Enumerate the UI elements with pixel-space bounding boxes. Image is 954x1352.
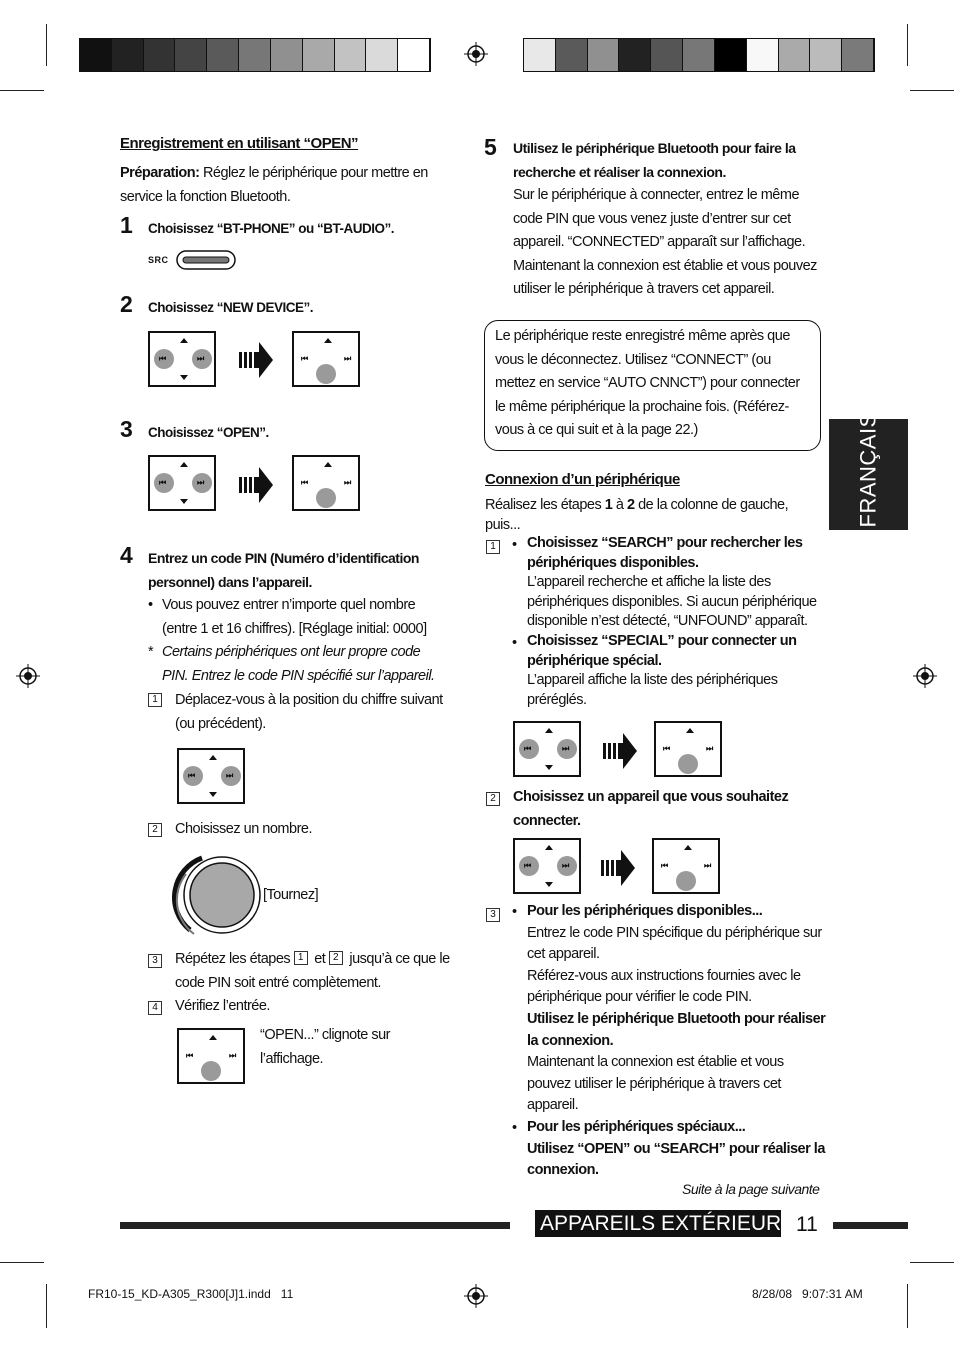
registration-mark-top	[464, 42, 488, 66]
color-swatch	[779, 39, 811, 71]
color-swatch	[112, 39, 144, 71]
control-panel-icon: ⏮ ⏭	[652, 838, 720, 894]
registration-mark-left	[16, 664, 40, 688]
note-asterisk: *	[148, 644, 154, 660]
substep-4-text: Vérifiez l’entrée.	[175, 998, 270, 1014]
right-substep-2-text: Choisissez un appareil que vous souhaitez connecter.	[513, 789, 789, 829]
control-panel-icon: ⏮ ⏭	[292, 455, 360, 511]
bullet-marker: •	[512, 904, 517, 920]
step-number-2: 2	[120, 291, 133, 317]
intro-text: Réalisez les étapes 1 à 2 de la colonne de gauche, puis...	[485, 497, 789, 533]
color-swatch	[619, 39, 651, 71]
next-arrow-icon	[239, 465, 273, 505]
substep-1-num: 1	[148, 690, 165, 714]
color-bar-right	[523, 38, 875, 72]
control-panel-icon: ⏮ ⏭	[148, 331, 216, 387]
substep-1-text: Déplacez-vous à la position du chiffre suivant (ou précédent).	[175, 692, 443, 732]
control-panel-icon: ⏮ ⏭	[177, 1028, 245, 1084]
crop-mark	[0, 90, 44, 91]
bullet-marker: •	[512, 1120, 517, 1136]
color-swatch	[683, 39, 715, 71]
src-label: SRC	[148, 255, 169, 265]
continued-note: Suite à la page suivante	[682, 1181, 820, 1197]
color-swatch	[556, 39, 588, 71]
color-swatch	[335, 39, 367, 71]
substep-4-num: 4	[148, 998, 165, 1022]
color-swatch	[842, 39, 874, 71]
step-3-text: Choisissez “OPEN”.	[148, 425, 269, 440]
step-5-text: Sur le périphérique à connecter, entrez le même code PIN que vous venez juste d’entrer sur cet appareil. “CONNECTED” apparaît sur l’affichage. Maintenant la connexion est établie et vous pouvez utiliser le périphérique à travers cet appareil.	[513, 187, 817, 297]
color-swatch	[366, 39, 398, 71]
src-button-icon	[176, 250, 238, 272]
right-substep-3-num: 3	[486, 905, 503, 929]
color-swatch	[398, 39, 430, 71]
footer-rule-right	[833, 1222, 908, 1229]
src-button[interactable]	[148, 250, 240, 272]
color-swatch	[271, 39, 303, 71]
registration-mark-right	[913, 664, 937, 688]
step-number-4: 4	[120, 542, 133, 568]
right-substep-3-bullet-2: Pour les périphériques spéciaux... Utilisez “OPEN” ou “SEARCH” pour réaliser la connexion.	[527, 1119, 825, 1179]
control-panel-icon: ⏮ ⏭	[292, 331, 360, 387]
crop-mark	[46, 24, 47, 66]
step-5-bold: Utilisez le périphérique Bluetooth pour faire la recherche et réaliser la connexion.	[513, 140, 796, 180]
page-number: 11	[796, 1213, 818, 1236]
open-blink-text: “OPEN...” clignote sur l’affichage.	[260, 1027, 391, 1067]
color-swatch	[175, 39, 207, 71]
control-panel-icon: ⏮ ⏭	[148, 455, 216, 511]
step-4-text: Entrez un code PIN (Numéro d’identification personnel) dans l’appareil.	[148, 550, 419, 590]
language-tab-label: FRANÇAIS	[855, 412, 881, 528]
substep-2-num: 2	[148, 820, 165, 844]
turn-label: [Tournez]	[263, 887, 319, 903]
color-swatch	[588, 39, 620, 71]
next-arrow-icon	[239, 340, 273, 380]
right-substep-2-num: 2	[486, 789, 503, 813]
color-swatch	[303, 39, 335, 71]
right-substep-1-bullet-2: Choisissez “SPECIAL” pour connecter un périphérique spécial. L’appareil affiche la liste des périphériques préréglés.	[527, 633, 797, 708]
substep-3-text: Répétez les étapes 1 et 2 jusqu’à ce que le code PIN soit entré complètement.	[175, 951, 450, 991]
color-swatch	[747, 39, 779, 71]
step-number-3: 3	[120, 416, 133, 442]
preparation	[120, 162, 450, 209]
note-text: Certains périphériques ont leur propre code PIN. Entrez le code PIN spécifié sur l’appareil.	[162, 644, 435, 684]
step-2-text: Choisissez “NEW DEVICE”.	[148, 300, 314, 315]
step-number-1: 1	[120, 212, 133, 238]
color-swatch	[144, 39, 176, 71]
control-panel-icon: ⏮ ⏭	[513, 721, 581, 777]
slug-timestamp: 8/28/08 9:07:31 AM	[752, 1287, 863, 1301]
right-substep-1-bullet-1: Choisissez “SEARCH” pour rechercher les périphériques disponibles. L’appareil recherche et affiche la liste des périphériques disponibles. Si aucun périphérique disponible n’est détecté, “UNFOUND” apparaît.	[527, 535, 817, 629]
color-swatch	[524, 39, 556, 71]
color-swatch	[810, 39, 842, 71]
color-bar-left	[79, 38, 431, 72]
section-title-left: Enregistrement en utilisant “OPEN”	[120, 135, 359, 152]
substep-3-num: 3	[148, 951, 165, 975]
crop-mark	[907, 24, 908, 66]
color-swatch	[207, 39, 239, 71]
slug-file: FR10-15_KD-A305_R300[J]1.indd 11	[88, 1287, 294, 1301]
language-tab	[829, 412, 908, 530]
bullet-marker: •	[148, 597, 153, 613]
control-panel-icon: ⏮ ⏭	[513, 838, 581, 894]
note-box-text: Le périphérique reste enregistré même après que vous le déconnectez. Utilisez “CONNECT” (ou mettez en service “AUTO CNNCT”) pour connecter le même périphérique la prochaine fois. (Référez-vous à ce qui suit et à la page 22.)	[495, 328, 800, 438]
next-arrow-icon	[601, 848, 635, 888]
color-swatch	[651, 39, 683, 71]
bullet-text: Vous pouvez entrer n’importe quel nombre (entre 1 et 16 chiffres). [Réglage initial: 0000]	[162, 597, 427, 637]
footer-rule-left	[120, 1222, 510, 1229]
right-substep-1-num: 1	[486, 537, 503, 561]
substep-2-text: Choisissez un nombre.	[175, 821, 312, 837]
control-panel-icon: ⏮ ⏭	[177, 748, 245, 804]
color-swatch	[80, 39, 112, 71]
crop-mark	[0, 1262, 44, 1263]
step-1-text: Choisissez “BT-PHONE” ou “BT-AUDIO”.	[148, 221, 395, 236]
color-swatch	[239, 39, 271, 71]
prep-text: Réglez le périphérique pour mettre en service la fonction Bluetooth.	[120, 165, 428, 205]
bullet-marker: •	[512, 537, 517, 553]
footer-section-label: APPAREILS EXTÉRIEURS	[535, 1210, 781, 1237]
next-arrow-icon	[603, 731, 637, 771]
step-number-5: 5	[484, 134, 497, 160]
section-title-right: Connexion d’un périphérique	[485, 471, 680, 488]
crop-mark	[910, 90, 954, 91]
color-swatch	[715, 39, 747, 71]
crop-mark	[907, 1284, 908, 1328]
bullet-marker: •	[512, 635, 517, 651]
rotary-knob-icon[interactable]	[172, 850, 264, 940]
prep-label: Préparation:	[120, 165, 200, 181]
note-box	[484, 320, 821, 451]
control-panel-icon: ⏮ ⏭	[654, 721, 722, 777]
crop-mark	[910, 1262, 954, 1263]
registration-mark-bottom	[464, 1284, 488, 1308]
crop-mark	[46, 1284, 47, 1328]
right-substep-3-bullet-1: Pour les périphériques disponibles... Entrez le code PIN spécifique du périphérique sur cet appareil. Référez-vous aux instructions fournies avec le périphérique pour vérifier le code PIN. Utilisez le périphérique Bluetooth pour réaliser la connexion. Maintenant la connexion est établie et vous pouvez utiliser le périphérique à travers cet appareil.	[527, 903, 826, 1114]
